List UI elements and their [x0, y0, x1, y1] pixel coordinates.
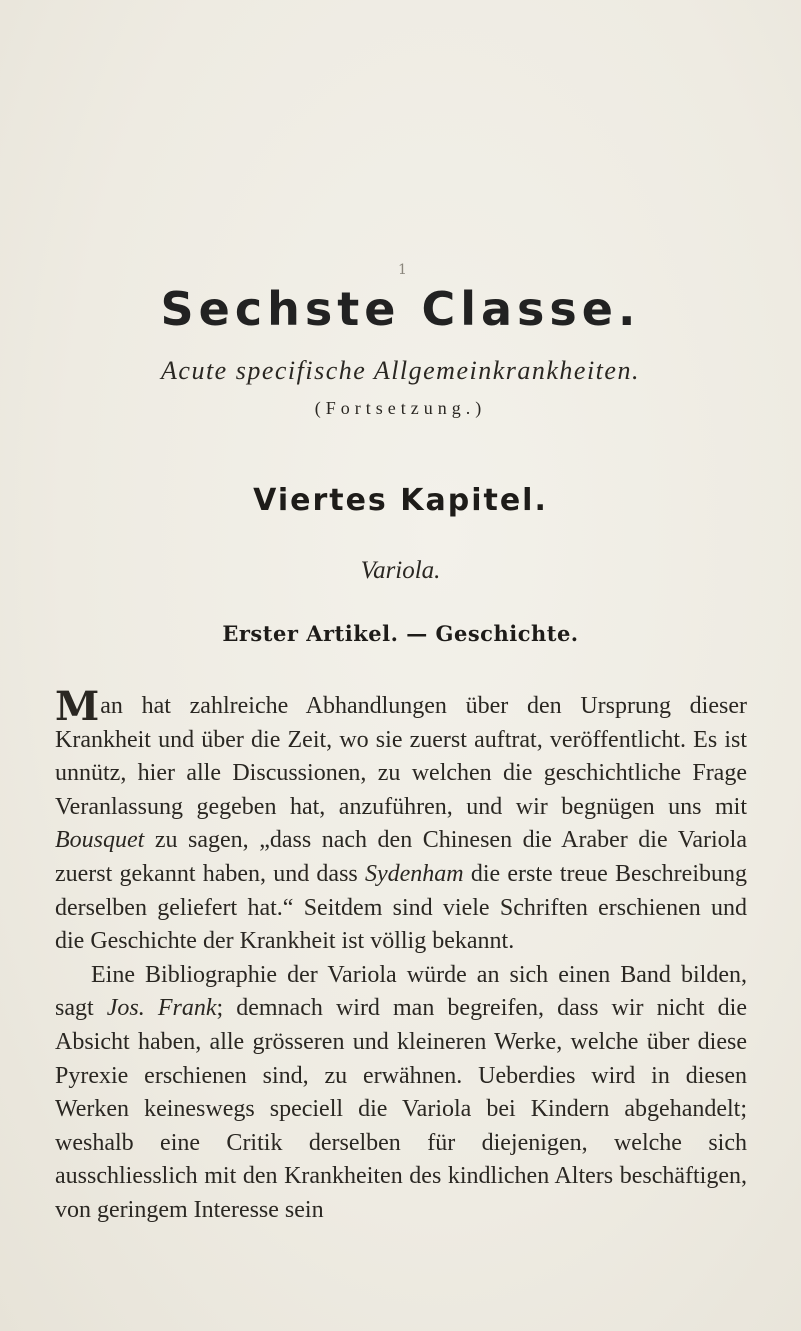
- body-text: [55, 683, 747, 1228]
- author-bousquet: Bousquet: [55, 827, 145, 854]
- paragraph-1: [55, 683, 747, 959]
- continuation-note: (Fortsetzung.): [314, 398, 487, 418]
- paragraph-2-text-a: Eine Bibliographie der Variola würde an sich einen Band bilden, sagt: [55, 961, 747, 1022]
- author-frank: Jos. Frank: [106, 995, 217, 1022]
- class-title: Sechste Classe.: [160, 282, 641, 336]
- paragraph-2: [55, 959, 747, 1228]
- article-heading: Erster Artikel. — Geschichte.: [222, 621, 579, 646]
- paragraph-1-text-a: an hat zahlreiche Abhandlungen über den Ursprung dieser Krankheit und über die Zeit, wo sie zuerst auftrat, veröffentlicht. Es ist unnütz, hier alle Discussionen, zu welchen die geschichtliche Frage Veranlassung gegeben hat, anzuführen, und wir begnügen uns mit: [55, 693, 747, 820]
- disease-heading: Variola.: [360, 557, 441, 584]
- paragraph-1-text-c: die erste treue Beschreibung derselben geliefert hat.“ Seitdem sind viele Schriften erschienen und die Geschichte der Krankheit ist völlig bekannt.: [55, 860, 747, 955]
- drop-cap: M: [55, 683, 100, 730]
- section-subtitle: Acute specifische Allgemeinkrankheiten.: [161, 356, 640, 385]
- paragraph-2-text-b: ; demnach wird man begreifen, dass wir nicht die Absicht haben, alle grösseren und kleineren Werke, welche über diese Pyrexie erschienen sind, zu erwähnen. Ueberdies wird in diesen Werken keineswegs speciell die Variola bei Kindern abgehandelt; weshalb eine Critik derselben für diejenigen, welche sich ausschliesslich mit den Krankheiten des kindlichen Alters beschäftigen, von geringem Interesse sein: [55, 995, 747, 1223]
- chapter-heading: Viertes Kapitel.: [253, 483, 548, 518]
- page-number: 1: [398, 262, 407, 278]
- paragraph-1-text-b: zu sagen, „dass nach den Chinesen die Araber die Variola zuerst gekannt haben, und dass: [55, 827, 747, 887]
- author-sydenham: Sydenham: [364, 860, 464, 887]
